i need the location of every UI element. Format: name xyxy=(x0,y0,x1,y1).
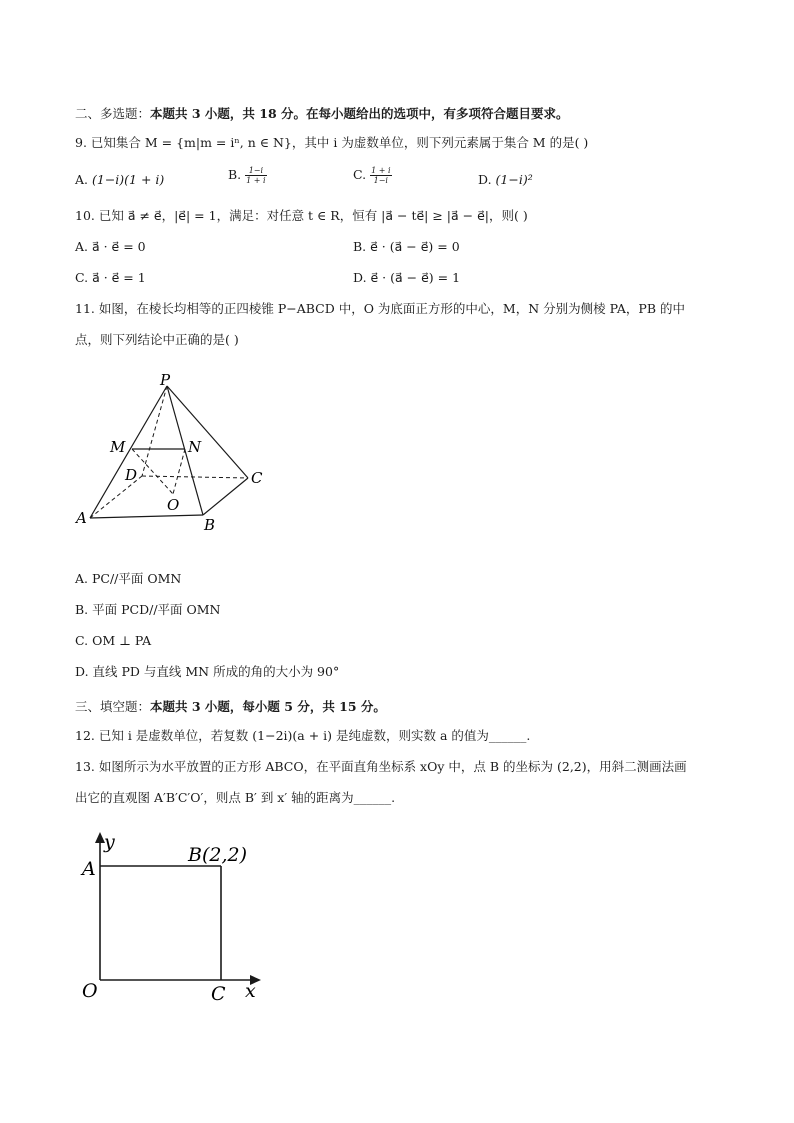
question-12-stem: 12. 已知 i 是虚数单位，若复数 (1−2i)(a + i) 是纯虚数，则实数 a 的值为______. xyxy=(75,728,531,743)
label-d: D xyxy=(125,466,138,484)
question-11-option-d[interactable]: D. 直线 PD 与直线 MN 所成的角的大小为 90° xyxy=(75,664,340,679)
question-11-option-a[interactable]: A. PC//平面 OMN xyxy=(75,571,182,586)
question-10-stem: 10. 已知 a⃗ ≠ e⃗，|e⃗| = 1，满足：对任意 t ∈ R，恒有 |a⃗ − te⃗| ≥ |a⃗ − e⃗|，则( ) xyxy=(75,208,528,223)
fraction-denominator: 1−i xyxy=(373,176,388,185)
label-o: O xyxy=(167,496,180,514)
label-a: A xyxy=(76,509,87,527)
square-coordinate-figure xyxy=(75,830,275,1005)
fraction-denominator: 1 + i xyxy=(246,176,266,185)
option-label: A. xyxy=(75,172,89,187)
label-n: N xyxy=(188,438,202,456)
label-o: O xyxy=(82,980,98,1002)
label-m: M xyxy=(110,438,126,456)
section-heading-bold: 本题共 3 小题，每小题 5 分，共 15 分。 xyxy=(150,699,386,714)
question-9-option-c[interactable] xyxy=(353,166,392,185)
label-b: B(2,2) xyxy=(188,844,248,866)
label-a: A xyxy=(82,858,96,880)
question-11-stem-line2: 点，则下列结论中正确的是( ) xyxy=(75,332,239,347)
fraction-numerator: 1 + i xyxy=(371,166,391,175)
option-expression: (1−i)² xyxy=(495,172,533,187)
option-label: D. xyxy=(478,172,492,187)
label-b: B xyxy=(204,516,216,534)
section-heading-prefix: 二、多选题： xyxy=(75,106,151,121)
segment-no xyxy=(173,449,185,494)
edge-pd xyxy=(142,386,167,476)
label-y: y xyxy=(104,831,115,853)
question-11-option-c[interactable]: C. OM ⊥ PA xyxy=(75,633,152,648)
question-9-option-d[interactable] xyxy=(478,172,533,188)
edge-pa xyxy=(90,386,167,518)
label-c: C xyxy=(211,983,226,1005)
label-p: P xyxy=(160,371,171,389)
question-9-option-a[interactable] xyxy=(75,172,164,188)
question-13-stem-line2: 出它的直观图 A′B′C′O′，则点 B′ 到 x′ 轴的距离为______. xyxy=(75,790,396,805)
fraction xyxy=(245,166,266,185)
label-c: C xyxy=(251,469,263,487)
question-11-stem-line1: 11. 如图，在棱长均相等的正四棱锥 P−ABCD 中，O 为底面正方形的中心，M，N 分别为侧棱 PA，PB 的中 xyxy=(75,301,685,316)
edge-pc xyxy=(167,386,248,478)
question-10-option-d[interactable]: D. e⃗ · (a⃗ − e⃗) = 1 xyxy=(353,270,461,285)
section-heading-bold: 本题共 3 小题，共 18 分。在每小题给出的选项中，有多项符合题目要求。 xyxy=(150,106,569,121)
option-label: B. xyxy=(228,167,242,182)
question-10-option-c[interactable]: C. a⃗ · e⃗ = 1 xyxy=(75,270,146,285)
section-heading-multiple-choice xyxy=(75,104,569,122)
fraction xyxy=(370,166,391,185)
section-heading-prefix: 三、填空题： xyxy=(75,699,151,714)
question-10-option-b[interactable]: B. e⃗ · (a⃗ − e⃗) = 0 xyxy=(353,239,460,254)
question-9-option-b[interactable] xyxy=(228,166,267,185)
fraction-numerator: 1−i xyxy=(245,166,266,176)
option-label: C. xyxy=(353,167,367,182)
section-heading-fill-in xyxy=(75,697,386,715)
question-13-stem-line1: 13. 如图所示为水平放置的正方形 ABCO，在平面直角坐标系 xOy 中，点 B 的坐标为 (2,2)，用斜二测画法画 xyxy=(75,759,687,774)
edge-ab xyxy=(90,515,203,518)
option-expression: (1−i)(1 + i) xyxy=(92,172,165,187)
question-11-option-b[interactable]: B. 平面 PCD//平面 OMN xyxy=(75,602,221,617)
label-x: x xyxy=(245,980,256,1002)
question-10-option-a[interactable]: A. a⃗ · e⃗ = 0 xyxy=(75,239,146,254)
pyramid-figure xyxy=(70,370,280,535)
question-9-stem: 9. 已知集合 M = {m|m = iⁿ, n ∈ N}，其中 i 为虚数单位，则下列元素属于集合 M 的是( ) xyxy=(75,135,589,150)
segment-mo xyxy=(132,449,173,494)
edge-bc xyxy=(203,478,248,515)
